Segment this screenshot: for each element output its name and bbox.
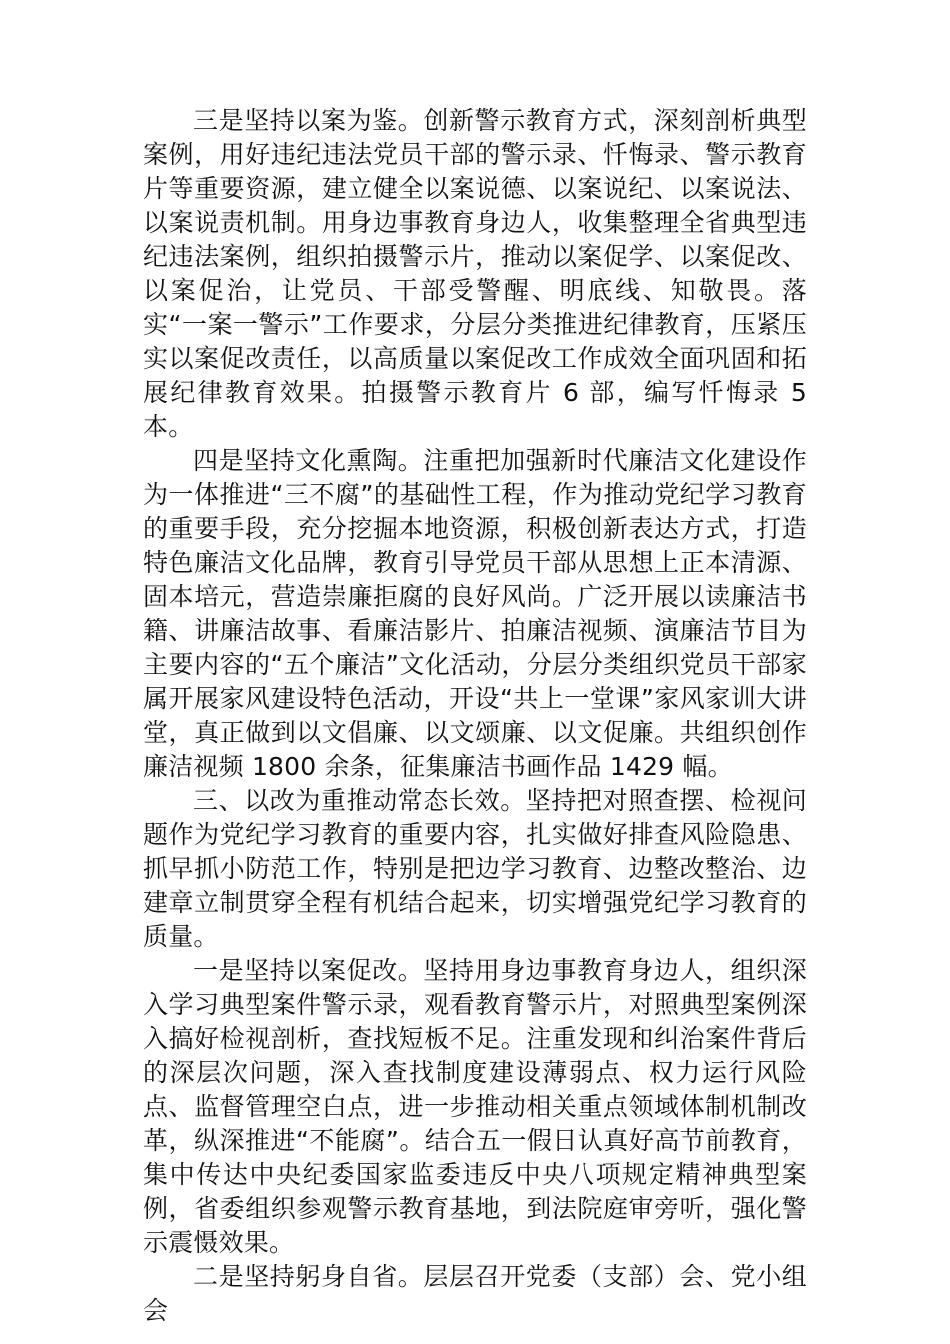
paragraph-self-reflection: 二是坚持躬身自省。层层召开党委（支部）会、党小组会 <box>143 1262 807 1325</box>
paragraph-case-warning: 三是坚持以案为鉴。创新警示教育方式，深刻剖析典型案例，用好违纪违法党员干部的警示录、忏悔录、警示教育片等重要资源，建立健全以案说德、以案说纪、以案说法、以案说责机制。用身边事教育身边人，收集整理全省典型违纪违法案例，组织拍摄警示片，推动以案促学、以案促改、以案促治，让党员、干部受警醒、明底线、知敬畏。落实“一案一警示”工作要求，分层分类推进纪律教育，压紧压实以案促改责任，以高质量以案促改工作成效全面巩固和拓展纪律教育效果。拍摄警示教育片 6 部，编写忏悔录 5 本。 <box>143 106 807 441</box>
paragraph-reform-heading: 三、以改为重推动常态长效。坚持把对照查摆、检视问题作为党纪学习教育的重要内容，扎实做好排查风险隐患、抓早抓小防范工作，特别是把边学习教育、边整改整治、边建章立制贯穿全程有机结合起来，切实增强党纪学习教育的质量。 <box>143 786 807 951</box>
paragraph-case-reform: 一是坚持以案促改。坚持用身边事教育身边人，组织深入学习典型案件警示录，观看教育警示片，对照典型案例深入搞好检视剖析，查找短板不足。注重发现和纠治案件背后的深层次问题，深入查找制度建设薄弱点、权力运行风险点、监督管理空白点，进一步推动相关重点领域体制机制改革，纵深推进“不能腐”。结合五一假日认真好高节前教育，集中传达中央纪委国家监委违反中央八项规定精神典型案例，省委组织参观警示教育基地，到法院庭审旁听，强化警示震慑效果。 <box>143 956 807 1257</box>
document-body <box>143 104 807 1328</box>
paragraph-culture: 四是坚持文化熏陶。注重把加强新时代廉洁文化建设作为一体推进“三不腐”的基础性工程，作为推动党纪学习教育的重要手段，充分挖掘本地资源，积极创新表达方式，打造特色廉洁文化品牌，教育引导党员干部从思想上正本清源、固本培元，营造崇廉拒腐的良好风尚。广泛开展以读廉洁书籍、讲廉洁故事、看廉洁影片、拍廉洁视频、演廉洁节目为主要内容的“五个廉洁”文化活动，分层分类组织党员干部家属开展家风建设特色活动，开设“共上一堂课”家风家训大讲堂，真正做到以文倡廉、以文颂廉、以文促廉。共组织创作廉洁视频 1800 余条，征集廉洁书画作品 1429 幅。 <box>143 446 807 781</box>
